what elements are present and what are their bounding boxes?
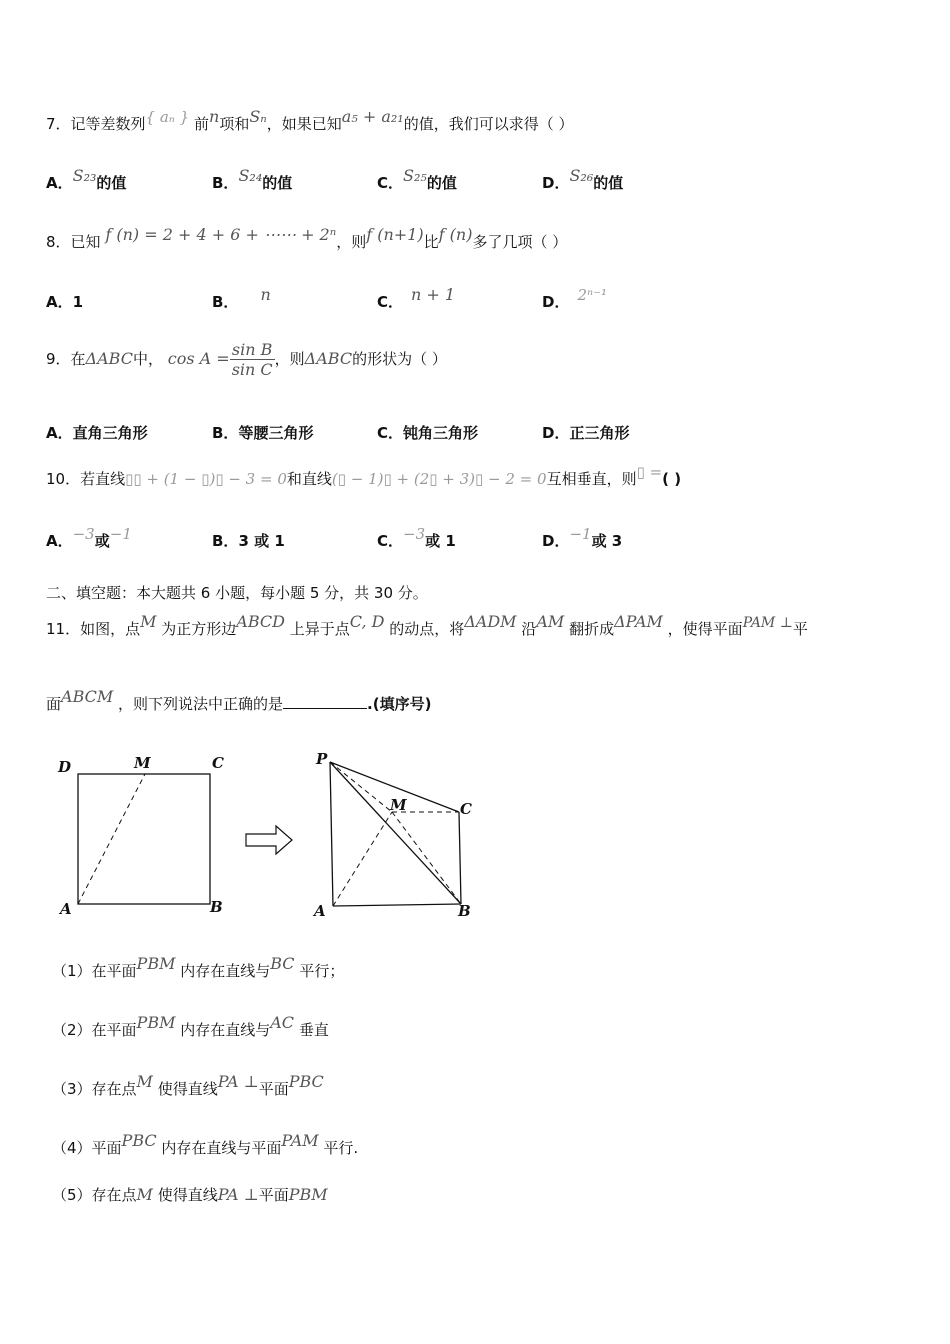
statement-post: 平行.: [323, 1139, 359, 1157]
q11-t2: 上异于点: [289, 620, 350, 638]
square-figure: [57, 754, 224, 918]
option-label: D．: [542, 424, 570, 442]
q11-l2b: ，则下列说法中正确的是: [118, 695, 284, 713]
q9-tri: ΔABC: [85, 349, 133, 368]
label-a2: A: [314, 902, 326, 920]
q9-option-c[interactable]: [377, 422, 478, 443]
statement-math: M: [136, 1185, 153, 1204]
q9-t3: 的形状为（ ）: [352, 350, 447, 368]
q7-t2: 项和: [219, 115, 250, 133]
option-math: −1: [569, 525, 592, 543]
q9-tri2: ΔABC: [304, 349, 353, 368]
option-math: n + 1: [411, 285, 456, 304]
q11-t1: 为正方形边: [161, 620, 237, 638]
q11-l2a: 面: [46, 695, 62, 713]
pyramid-figure: [312, 750, 472, 920]
option-math: 1: [72, 293, 84, 311]
q11-abcm: ABCM: [61, 687, 114, 706]
q7-option-c[interactable]: [377, 166, 457, 193]
q10-option-b[interactable]: [212, 530, 285, 551]
statement-pre: （1）在平面: [52, 962, 137, 980]
option-math: S₂₅: [403, 166, 427, 185]
q8-option-d[interactable]: [542, 286, 608, 312]
q8-option-b[interactable]: [212, 285, 271, 312]
q8-t3: 多了几项（ ）: [472, 233, 568, 251]
statement-post: 垂直: [298, 1021, 329, 1039]
statement-mid: 使得直线: [157, 1080, 218, 1098]
q8-t1: ，则: [336, 233, 367, 251]
statement-5: [52, 1184, 328, 1205]
q10-t3: ( ): [662, 470, 682, 488]
q11-stem: [46, 612, 808, 639]
q11-am: AM: [536, 612, 565, 631]
q7-option-d[interactable]: [542, 166, 624, 193]
option-label: A．: [46, 424, 73, 442]
q9-numerator: sin B: [230, 340, 275, 360]
q7-t1: 前: [193, 115, 209, 133]
option-label: C．: [377, 174, 404, 192]
option-text: 或 3: [591, 532, 623, 550]
option-math: S₂₆: [569, 166, 594, 185]
option-label: B．: [212, 174, 239, 192]
statement-1: [52, 954, 345, 981]
q7-sn: Sₙ: [249, 107, 267, 126]
q10-num: 10．若直线: [46, 470, 126, 488]
arrow-right-icon: [246, 826, 292, 854]
q11-pam: ΔPAM: [614, 612, 663, 631]
q11-figure: [40, 740, 500, 930]
option-math: S₂₃: [72, 166, 97, 185]
q10-eq1: ▯▯ + (1 − ▯)▯ − 3 = 0: [125, 470, 287, 488]
option-text: 3 或 1: [238, 532, 285, 550]
q11-answer-blank[interactable]: [283, 694, 367, 709]
option-text: 或: [94, 532, 110, 550]
q9-option-a[interactable]: [46, 422, 148, 443]
q8-f2: f (n): [438, 225, 473, 244]
statement-post: 平行；: [299, 962, 345, 980]
statement-mid: 使得直线: [157, 1186, 218, 1204]
q8-f: f (n) = 2 + 4 + 6 + ⋯⋯ + 2ⁿ: [105, 225, 337, 244]
q9-denominator: sin C: [231, 360, 273, 379]
q10-option-c[interactable]: [377, 525, 456, 551]
edge-cb: [459, 812, 461, 904]
edge-pb: [330, 762, 461, 904]
label-b: B: [210, 898, 223, 916]
q11-t4: 沿: [521, 620, 537, 638]
option-label: D．: [542, 532, 570, 550]
q11-t3: 的动点，将: [389, 620, 465, 638]
option-text: 直角三角形: [72, 424, 148, 442]
fold-line-am: [78, 774, 145, 904]
q8-t2: 比: [423, 233, 439, 251]
q11-t7: 平: [792, 620, 808, 638]
q7-stem: [46, 107, 574, 134]
q8-option-c[interactable]: [377, 285, 456, 312]
statement-math: PAM: [281, 1131, 319, 1150]
q10-option-d[interactable]: [542, 525, 623, 551]
statement-3: [52, 1072, 324, 1099]
q9-t1: 中，: [132, 350, 163, 368]
q10-stem: [46, 463, 682, 489]
q9-option-d[interactable]: [542, 422, 629, 443]
label-a: A: [60, 900, 72, 918]
q10-var: ▯ =: [636, 463, 663, 481]
statement-2: [52, 1013, 329, 1040]
option-text: 或 1: [425, 532, 456, 550]
q7-t3: ，如果已知: [266, 115, 342, 133]
q8-option-a[interactable]: [46, 291, 83, 312]
q8-num: 8．已知: [46, 233, 101, 251]
label-p: P: [316, 750, 328, 768]
statement-math: AC: [270, 1013, 295, 1032]
label-c2: C: [460, 800, 472, 818]
q9-num: 9．在: [46, 350, 86, 368]
edge-mb: [392, 812, 461, 904]
option-label: D．: [542, 174, 570, 192]
option-label: D．: [542, 293, 570, 311]
statement-math: M: [136, 1072, 153, 1091]
statement-math: BC: [270, 954, 295, 973]
q7-t4: 的值，我们可以求得（ ）: [403, 115, 574, 133]
q11-pam-perp: PAM ⊥: [742, 615, 793, 631]
statement-math: PBM: [136, 954, 176, 973]
q11-num: 11．如图，点: [46, 620, 141, 638]
statement-mid: 内存在直线与: [180, 1021, 271, 1039]
q11-adm: ΔADM: [464, 612, 517, 631]
statement-math: PBM: [288, 1185, 328, 1204]
q9-option-b[interactable]: [212, 422, 313, 443]
option-label: A．: [46, 174, 73, 192]
q10-eq2: (▯ − 1)▯ + (2▯ + 3)▯ − 2 = 0: [331, 470, 547, 488]
statement-pre: （2）在平面: [52, 1021, 137, 1039]
option-text: 钝角三角形: [403, 424, 479, 442]
q10-option-a[interactable]: [46, 525, 132, 551]
option-label: A．: [46, 532, 73, 550]
label-c: C: [212, 754, 224, 772]
option-label: A．: [46, 293, 73, 311]
statement-post: 平面: [258, 1186, 289, 1204]
option-math: −3: [72, 525, 95, 543]
q7-expr: a₅ + a₂₁: [341, 107, 404, 126]
statement-mid: 内存在直线与: [180, 962, 271, 980]
statement-pre: （3）存在点: [52, 1080, 137, 1098]
option-label: B．: [212, 424, 239, 442]
q11-t6: ，使得平面: [667, 620, 743, 638]
q11-l2c: .(填序号): [367, 695, 432, 713]
label-b2: B: [458, 902, 471, 920]
q9-stem: [46, 340, 447, 379]
statement-math: PA ⊥: [217, 1185, 259, 1204]
option-math: S₂₄: [238, 166, 263, 185]
option-text: 的值: [96, 174, 127, 192]
q7-n: n: [209, 107, 220, 126]
statement-math: PBC: [288, 1072, 324, 1091]
q8-f1: f (n+1): [366, 225, 424, 244]
option-label: C．: [377, 532, 404, 550]
q7-seq: { aₙ }: [145, 108, 190, 126]
statement-pre: （5）存在点: [52, 1186, 137, 1204]
option-label: C．: [377, 293, 404, 311]
option-text: 的值: [593, 174, 624, 192]
option-math: n: [260, 285, 271, 304]
statement-mid: 内存在直线与平面: [161, 1139, 282, 1157]
q11-cd: C, D: [349, 612, 385, 631]
option-math: 2ⁿ⁻¹: [577, 286, 608, 304]
q9-t2: ，则: [274, 350, 305, 368]
label-m: M: [134, 754, 151, 772]
q10-t1: 和直线: [286, 470, 332, 488]
label-m2: M: [390, 796, 407, 814]
statement-pre: （4）平面: [52, 1139, 122, 1157]
option-math: −3: [403, 525, 426, 543]
q11-stem-line2: [46, 687, 432, 714]
option-label: B．: [212, 293, 239, 311]
option-text: 正三角形: [569, 424, 630, 442]
square-abcd: [78, 774, 210, 904]
edge-pa: [330, 762, 333, 906]
q7-num: 7．记等差数列: [46, 115, 146, 133]
q9-lhs: cos A =: [167, 349, 230, 368]
option-label: B．: [212, 532, 239, 550]
q7-option-b[interactable]: [212, 166, 293, 193]
q8-stem: [46, 225, 568, 252]
option-text: 的值: [426, 174, 457, 192]
section-header: 二、填空题：本大题共 6 小题，每小题 5 分，共 30 分。: [46, 584, 428, 602]
q7-option-a[interactable]: [46, 166, 127, 193]
edge-am: [333, 812, 392, 906]
statement-post: 平面: [258, 1080, 289, 1098]
statement-math: PA ⊥: [217, 1072, 259, 1091]
q11-abcd: ABCD: [236, 612, 285, 631]
option-text: 的值: [262, 174, 293, 192]
option-label: C．: [377, 424, 404, 442]
edge-ab: [333, 904, 461, 906]
option-math: −1: [109, 525, 132, 543]
option-text: 等腰三角形: [238, 424, 314, 442]
statement-math: PBM: [136, 1013, 176, 1032]
statement-math: PBC: [121, 1131, 157, 1150]
q10-t2: 互相垂直，则: [546, 470, 637, 488]
statement-4: [52, 1131, 359, 1158]
edge-pm: [330, 762, 392, 812]
q9-fraction: [230, 340, 275, 379]
label-d: D: [58, 758, 72, 776]
q11-m: M: [140, 612, 157, 631]
q11-t5: 翻折成: [569, 620, 615, 638]
